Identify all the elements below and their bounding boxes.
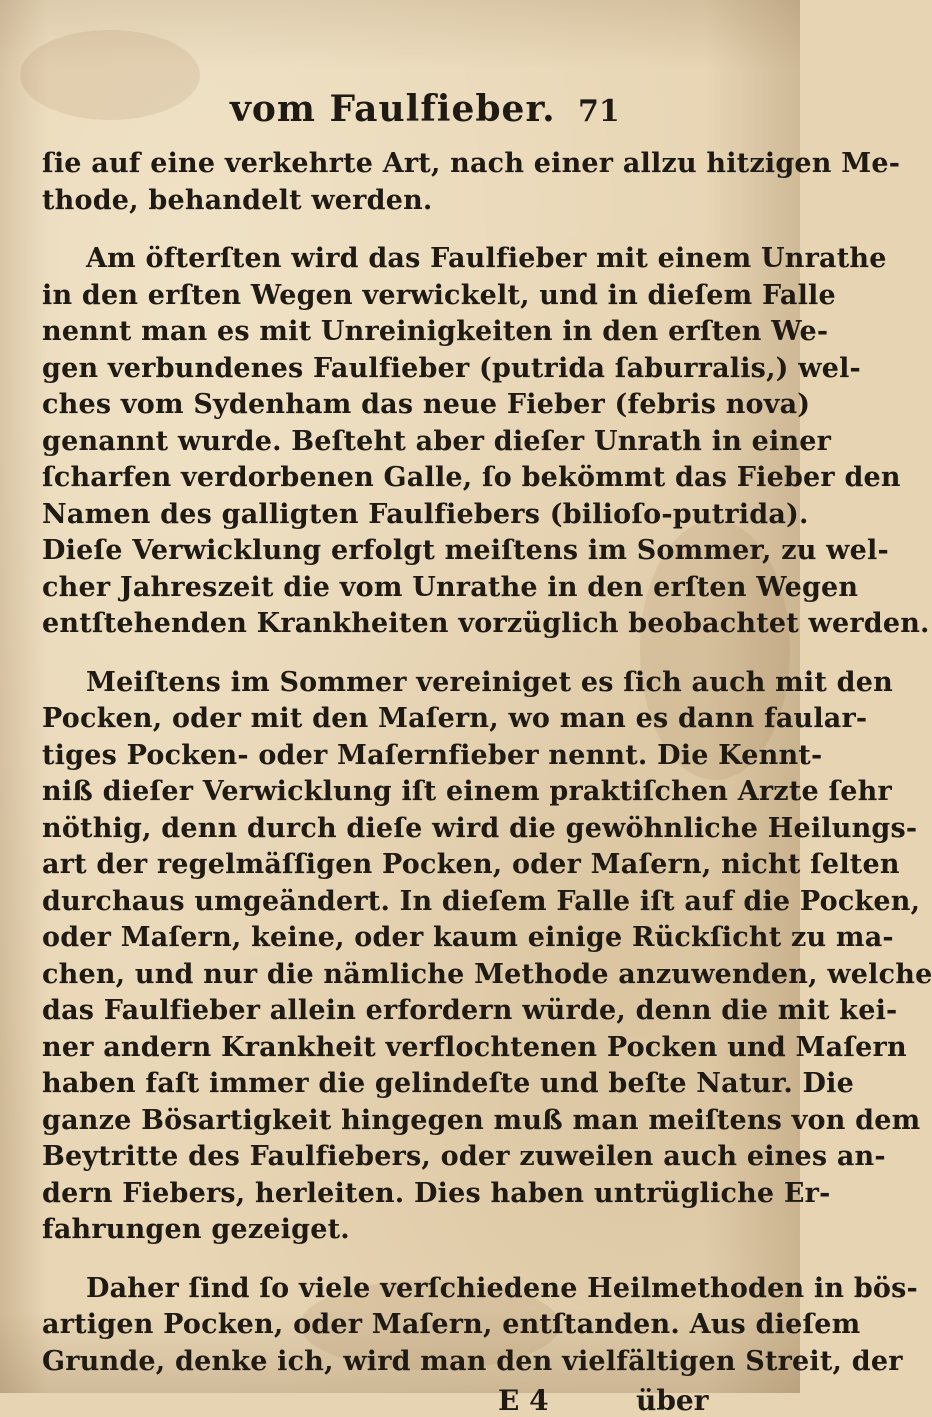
text-line: tiges Pocken- oder Maſernfieber nennt. Die Kennt- [42,739,823,771]
text-line: nöthig, denn durch dieſe wird die gewöhnliche Heilungs- [42,812,918,844]
text-line: art der regelmäſſigen Pocken, oder Maſern, nicht ſelten [42,849,900,880]
text-line: Dieſe Verwicklung erfolgt meiſtens im Sommer, zu wel- [42,535,889,566]
text-line: durchaus umgeändert. In dieſem Falle iſt auf die Pocken, [42,885,921,917]
text-line: genannt wurde. Beſteht aber dieſer Unrath in einer [42,425,832,457]
text-line: das Faulfieber allein erfordern würde, denn die mit kei- [42,995,898,1026]
text-line: ner andern Krankheit verflochtenen Pocken und Maſern [42,1031,907,1063]
text-line: entſtehenden Krankheiten vorzüglich beobachtet werden. [42,608,930,639]
text-line: Grunde, denke ich, wird man den vielfältigen Streit, der [42,1345,903,1377]
text-line: oder Maſern, keine, oder kaum einige Rückſicht zu ma- [42,922,894,953]
text-line: Beytritte des Faulfiebers, oder zuweilen auch eines an- [42,1141,886,1172]
text-line: ſcharfen verdorbenen Galle, ſo bekömmt das Fieber den [42,462,901,493]
text-line: niß dieſer Verwicklung iſt einem praktiſchen Arzte ſehr [42,776,892,807]
text-line: gen verbundenes Faulfieber (putrida ſaburralis,) wel- [42,352,861,384]
text-line: in den erſten Wegen verwickelt, und in dieſem Falle [42,279,836,311]
text-line: ganze Bösartigkeit hingegen muß man meiſtens von dem [42,1104,921,1136]
text-line: Meiſtens im Sommer vereiniget es ſich auch mit den [86,666,893,698]
text-line: Pocken, oder mit den Maſern, wo man es dann faular- [42,703,868,734]
catchword: über [636,1384,709,1417]
running-title: vom Faulfieber. [230,88,556,130]
text-line: artigen Pocken, oder Maſern, entſtanden. Aus dieſem [42,1309,861,1340]
text-line: Daher ſind ſo viele verſchiedene Heilmethoden in bös- [86,1272,918,1304]
text-line: fahrungen gezeiget. [42,1214,350,1245]
text-line: Am öfterſten wird das Faulfieber mit einem Unrathe [86,243,887,274]
text-line: ches vom Sydenham das neue Fieber (febris nova) [42,389,811,420]
text-line: Namen des galligten Faulfiebers (bilioſo-putrida). [42,498,809,530]
text-line: haben faſt immer die gelindeſte und beſte Natur. Die [42,1068,854,1099]
text-line: cher Jahreszeit die vom Unrathe in den erſten Wegen [42,571,859,603]
text-line: chen, und nur die nämliche Methode anzuwenden, welche [42,958,932,990]
text-line: dern Fiebers, herleiten. Dies haben untrügliche Er- [42,1177,831,1209]
text-line: ſie auf eine verkehrte Art, nach einer allzu hitzigen Me- [42,148,901,179]
signature-mark: E 4 [498,1384,549,1417]
text-line: thode, behandelt werden. [42,184,433,216]
page-number: 71 [578,94,620,129]
text-line: nennt man es mit Unreinigkeiten in den erſten We- [42,316,829,347]
